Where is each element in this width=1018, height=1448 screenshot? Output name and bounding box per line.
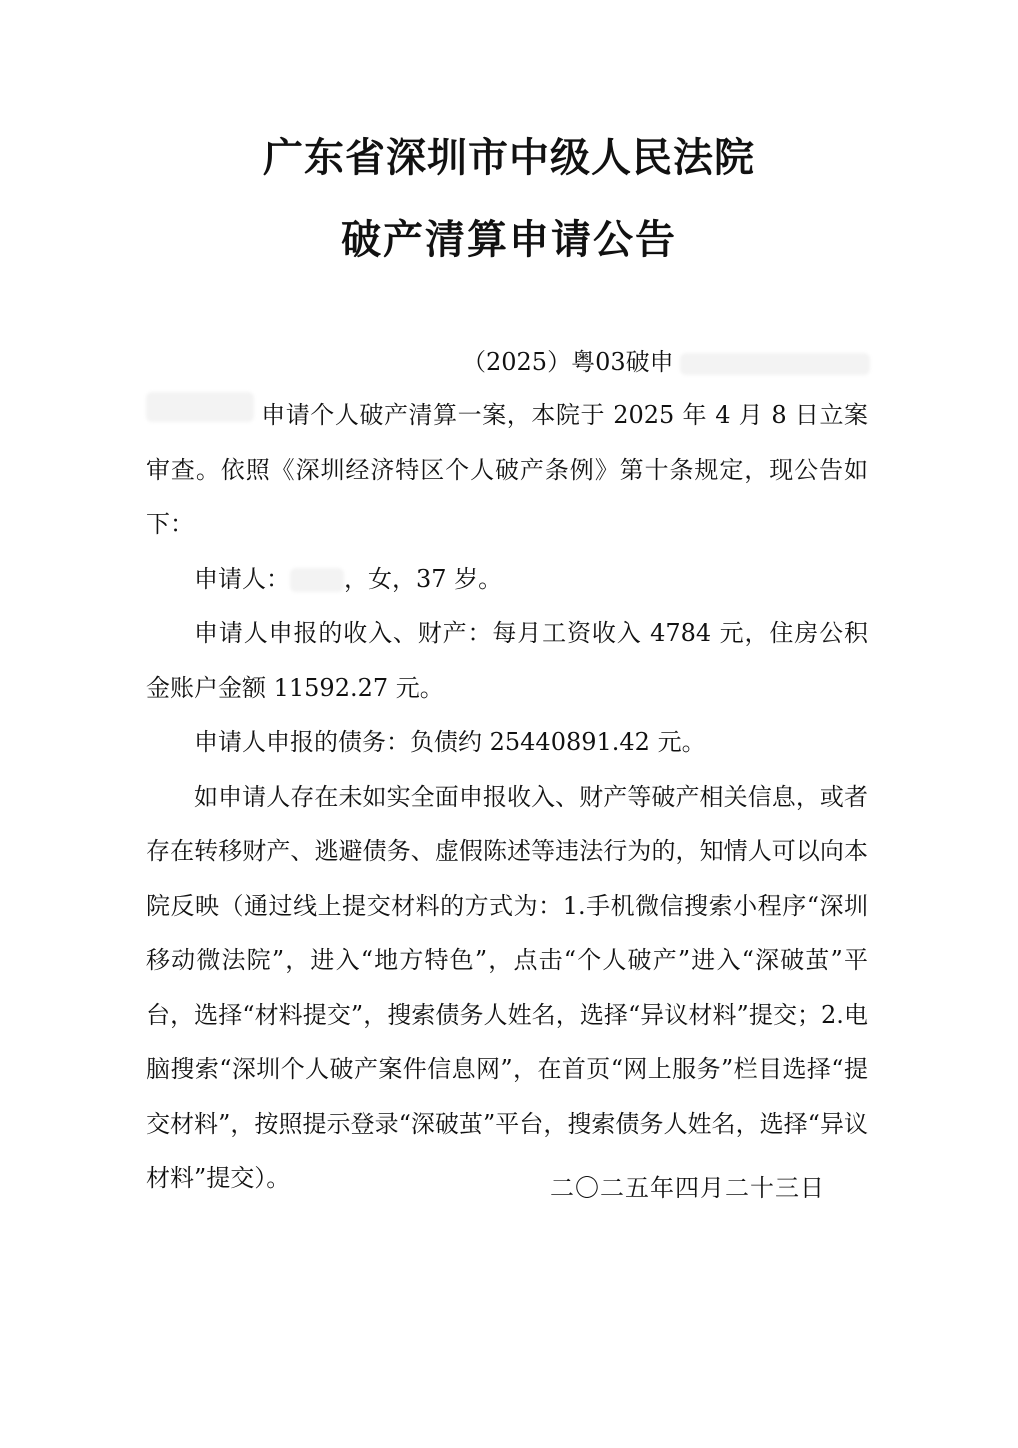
applicant-label: 申请人： bbox=[194, 564, 290, 593]
income-assets-paragraph: 申请人申报的收入、财产：每月工资收入 4784 元，住房公积金账户金额 11592.27 元。 bbox=[146, 619, 868, 702]
notice-date: 二〇二五年四月二十三日 bbox=[550, 1174, 825, 1202]
intro-paragraph: 申请个人破产清算一案，本院于 2025 年 4 月 8 日立案审查。依照《深圳经济特区个人破产条例》第十条规定，现公告如下： bbox=[146, 401, 868, 538]
notice-body bbox=[146, 388, 868, 1206]
case-number-text: （2025）粤03破申 bbox=[462, 348, 674, 376]
case-number bbox=[462, 342, 870, 377]
applicant-paragraph bbox=[146, 552, 868, 607]
applicant-details: ，女，37 岁。 bbox=[344, 564, 503, 593]
notice-title: 破产清算申请公告 bbox=[341, 217, 677, 263]
court-name-heading: 广东省深圳市中级人民法院 bbox=[263, 135, 755, 181]
redacted-case-suffix bbox=[680, 353, 870, 375]
debts-paragraph: 申请人申报的债务：负债约 25440891.42 元。 bbox=[194, 728, 706, 756]
redacted-applicant-name bbox=[290, 568, 344, 592]
objection-paragraph: 如申请人存在未如实全面申报收入、财产等破产相关信息，或者存在转移财产、逃避债务、虚假陈述等违法行为的，知情人可以向本院反映（通过线上提交材料的方式为：1.手机微信搜索小程序“深圳移动微法院”，进入“地方特色”，点击“个人破产”进入“深破茧”平台，选择“材料提交”，搜索债务人姓名，选择“异议材料”提交；2.电脑搜索“深圳个人破产案件信息网”，在首页“网上服务”栏目选择“提交材料”，按照提示登录“深破茧”平台，搜索债务人姓名，选择“异议材料”提交）。 bbox=[146, 782, 868, 1192]
